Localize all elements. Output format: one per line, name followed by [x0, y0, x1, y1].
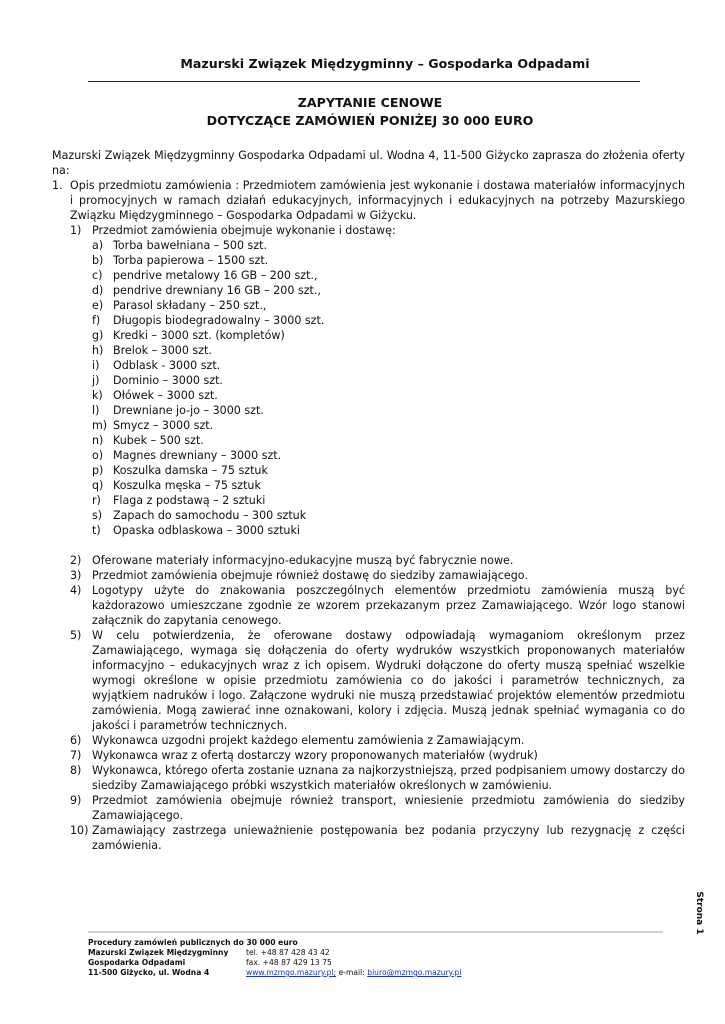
item-text: Wykonawca, którego oferta zostanie uznana za najkorzystniejszą, przed podpisaniem umowy dostarczy do siedziby Zamawiającego próbki wszystkich materiałów określonych w zamówieniu. — [92, 764, 685, 792]
item-number: 9) — [70, 794, 82, 807]
material-item — [92, 448, 685, 463]
list-item — [70, 763, 685, 793]
list-item — [70, 748, 685, 763]
material-text: Drewniane jo-jo – 3000 szt. — [113, 404, 264, 417]
material-text: Ołówek – 3000 szt. — [113, 389, 218, 402]
document-body — [52, 148, 685, 853]
material-letter: h) — [92, 344, 104, 357]
website-link[interactable]: www.mzmgo.mazury.pl; — [246, 968, 337, 977]
footer-fax: fax. +48 87 429 13 75 — [246, 958, 332, 967]
material-item — [92, 298, 685, 313]
footer-row — [88, 968, 668, 978]
footer-address: 11-500 Giżycko, ul. Wodna 4 — [88, 968, 210, 977]
footer-row — [88, 948, 668, 958]
material-text: Koszulka męska – 75 sztuk — [113, 479, 261, 492]
item-number: 8) — [70, 764, 82, 777]
material-letter: g) — [92, 329, 104, 342]
footer-phone: tel. +48 87 428 43 42 — [246, 948, 330, 957]
material-item — [92, 238, 685, 253]
material-letter: q) — [92, 479, 104, 492]
list-item — [70, 628, 685, 733]
item-text: Wykonawca wraz z ofertą dostarczy wzory proponowanych materiałów (wydruk) — [92, 749, 538, 762]
item-number: 4) — [70, 584, 82, 597]
email-link[interactable]: biuro@mzmgo.mazury.pl — [367, 968, 462, 977]
materials-list — [92, 238, 685, 538]
material-item — [92, 508, 685, 523]
list-item — [70, 823, 685, 853]
footer-org-name-2: Gospodarka Odpadami — [88, 958, 186, 967]
item-text: W celu potwierdzenia, że oferowane dostawy odpowiadają wymaganiom określonym przez Zamawiającego, wymaga się dołączenia do oferty wydruków wszystkich proponowanych materiałów informacyjno – edukacyjnych wraz z ich opisem. Wydruki dołączone do oferty muszą spełniać wszelkie wymogi określone w opisie przedmiotu zamówienia co do jakości i parametrów technicznych, za wyjątkiem nadruków i logo. Załączone wydruki nie muszą przedstawiać projektów elementów przedmiotu zamówienia. Mogą zawierać inne oznakowani, kolory i zdjęcia. Muszą jednak spełniać wymagania co do jakości i parametrów technicznych. — [92, 629, 685, 732]
list-item — [70, 733, 685, 748]
material-letter: n) — [92, 434, 104, 447]
material-letter: k) — [92, 389, 103, 402]
page-number-label: Strona 1 — [694, 891, 704, 935]
material-item — [92, 493, 685, 508]
material-item — [92, 523, 685, 538]
section-number: 1. — [52, 179, 63, 192]
material-letter: o) — [92, 449, 104, 462]
material-item — [92, 418, 685, 433]
item-text: Przedmiot zamówienia obejmuje również dostawę do siedziby zamawiającego. — [92, 569, 528, 582]
item-text: Zamawiający zastrzega unieważnienie postępowania bez podania przyczyny lub rezygnację z części zamówienia. — [92, 824, 685, 852]
document-title-line1: ZAPYTANIE CENOWE — [297, 95, 443, 110]
footer-org-name: Mazurski Związek Międzygminny — [88, 948, 229, 957]
material-text: Parasol składany – 250 szt., — [113, 299, 267, 312]
material-item — [92, 358, 685, 373]
item-text: Przedmiot zamówienia obejmuje również transport, wniesienie przedmiotu zamówienia do siedziby Zamawiającego. — [92, 794, 685, 822]
header-divider — [88, 81, 640, 82]
header-title: Mazurski Związek Międzygminny – Gospodarka Odpadami — [180, 56, 590, 71]
material-letter: t) — [92, 524, 101, 537]
list-item — [70, 553, 685, 568]
material-item — [92, 343, 685, 358]
footer — [88, 938, 668, 978]
material-item — [92, 388, 685, 403]
material-item — [92, 313, 685, 328]
material-text: pendrive metalowy 16 GB – 200 szt., — [113, 269, 318, 282]
material-item — [92, 268, 685, 283]
material-text: Kubek – 500 szt. — [113, 434, 204, 447]
spacer — [70, 538, 685, 553]
material-letter: l) — [92, 404, 100, 417]
requirements-list — [70, 223, 685, 853]
material-letter: d) — [92, 284, 104, 297]
material-letter: i) — [92, 359, 100, 372]
material-letter: m) — [92, 419, 108, 432]
section-1 — [52, 178, 685, 223]
material-text: Długopis biodegradowalny – 3000 szt. — [113, 314, 325, 327]
material-item — [92, 283, 685, 298]
footer-contact — [246, 968, 668, 978]
material-letter: p) — [92, 464, 104, 477]
material-text: Opaska odblaskowa – 3000 sztuki — [113, 524, 300, 537]
page-number — [692, 886, 706, 946]
list-item — [70, 793, 685, 823]
material-letter: c) — [92, 269, 103, 282]
intro-paragraph: Mazurski Związek Międzygminny Gospodarka Odpadami ul. Wodna 4, 11-500 Giżycko zaprasza do złożenia oferty na: — [52, 149, 685, 177]
footer-divider — [88, 931, 663, 933]
material-letter: a) — [92, 239, 104, 252]
material-letter: r) — [92, 494, 101, 507]
material-text: Brelok – 3000 szt. — [113, 344, 212, 357]
material-text: Flaga z podstawą – 2 sztuki — [113, 494, 266, 507]
list-item — [70, 568, 685, 583]
item-number: 10) — [70, 824, 89, 837]
material-item — [92, 373, 685, 388]
list-item — [70, 223, 685, 238]
footer-row — [88, 958, 668, 968]
material-item — [92, 253, 685, 268]
item-text: Wykonawca uzgodni projekt każdego elementu zamówienia z Zamawiającym. — [92, 734, 525, 747]
material-letter: b) — [92, 254, 104, 267]
material-item — [92, 478, 685, 493]
material-item — [92, 463, 685, 478]
material-letter: s) — [92, 509, 103, 522]
item-text: Oferowane materiały informacyjno-edukacyjne muszą być fabrycznie nowe. — [92, 554, 514, 567]
material-letter: j) — [92, 374, 100, 387]
material-text: Dominio – 3000 szt. — [113, 374, 223, 387]
document-title-line2: DOTYCZĄCE ZAMÓWIEŃ PONIŻEJ 30 000 EURO — [206, 113, 534, 128]
material-text: Zapach do samochodu – 300 sztuk — [113, 509, 307, 522]
item-number: 6) — [70, 734, 82, 747]
list-item — [70, 583, 685, 628]
item-text: Przedmiot zamówienia obejmuje wykonanie i dostawę: — [92, 224, 396, 237]
material-text: Torba papierowa – 1500 szt. — [113, 254, 269, 267]
material-item — [92, 328, 685, 343]
material-text: Odblask - 3000 szt. — [113, 359, 221, 372]
material-text: Smycz – 3000 szt. — [113, 419, 214, 432]
material-text: Kredki – 3000 szt. (kompletów) — [113, 329, 285, 342]
material-letter: e) — [92, 299, 104, 312]
material-item — [92, 403, 685, 418]
email-label: e-mail: — [336, 968, 368, 977]
section-text: Opis przedmiotu zamówienia : Przedmiotem zamówienia jest wykonanie i dostawa materiałów informacyjnych i promocyjnych w ramach działań edukacyjnych, informacyjnych i edukacyjnych na potrzeby Mazurskiego Związku Międzygminnego – Gospodarka Odpadami w Giżycku. — [70, 179, 685, 222]
material-item — [92, 433, 685, 448]
material-letter: f) — [92, 314, 101, 327]
material-text: pendrive drewniany 16 GB – 200 szt., — [113, 284, 321, 297]
item-number: 1) — [70, 224, 82, 237]
item-number: 5) — [70, 629, 82, 642]
material-text: Torba bawełniana – 500 szt. — [113, 239, 268, 252]
item-number: 3) — [70, 569, 82, 582]
material-text: Magnes drewniany – 3000 szt. — [113, 449, 282, 462]
material-text: Koszulka damska – 75 sztuk — [113, 464, 268, 477]
item-text: Logotypy użyte do znakowania poszczególnych elementów przedmiotu zamówienia muszą być każdorazowo umieszczane zgodnie ze wzorem przekazanym przez Zamawiającego. Wzór logo stanowi załącznik do zapytania cenowego. — [92, 584, 685, 627]
item-number: 7) — [70, 749, 82, 762]
item-number: 2) — [70, 554, 82, 567]
footer-procedure: Procedury zamówień publicznych do 30 000 euro — [88, 938, 298, 947]
